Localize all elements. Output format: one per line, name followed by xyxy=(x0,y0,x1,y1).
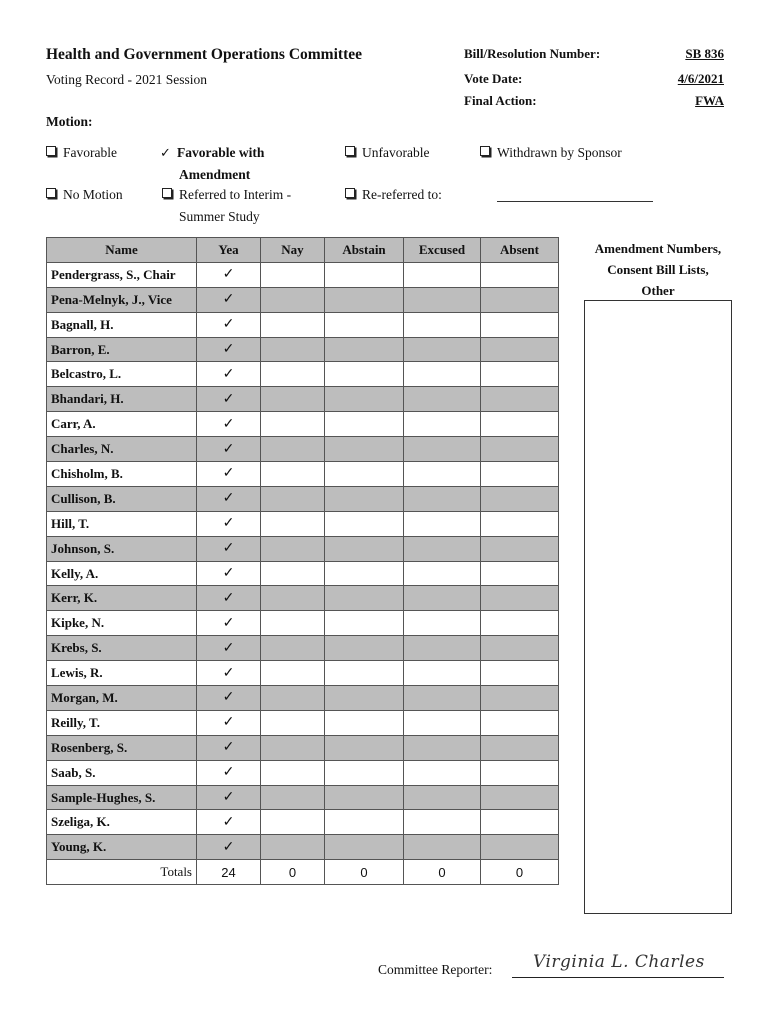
table-row xyxy=(47,760,559,785)
absent-cell xyxy=(481,810,559,835)
member-name: Chisholm, B. xyxy=(47,462,197,487)
yea-check: ✓ xyxy=(197,312,261,337)
total-absent: 0 xyxy=(481,860,559,885)
table-row xyxy=(47,636,559,661)
nay-cell xyxy=(261,785,325,810)
table-row xyxy=(47,337,559,362)
absent-cell xyxy=(481,611,559,636)
nay-cell xyxy=(261,536,325,561)
abstain-cell xyxy=(325,636,404,661)
excused-cell xyxy=(404,362,481,387)
yea-check: ✓ xyxy=(197,785,261,810)
excused-cell xyxy=(404,735,481,760)
excused-cell xyxy=(404,810,481,835)
member-name: Cullison, B. xyxy=(47,486,197,511)
excused-cell xyxy=(404,462,481,487)
abstain-cell xyxy=(325,262,404,287)
nay-cell xyxy=(261,437,325,462)
member-name: Rosenberg, S. xyxy=(47,735,197,760)
excused-cell xyxy=(404,611,481,636)
nay-cell xyxy=(261,337,325,362)
reporter-signature: Virginia L. Charles xyxy=(533,952,705,972)
member-name: Bhandari, H. xyxy=(47,387,197,412)
yea-check: ✓ xyxy=(197,835,261,860)
absent-cell xyxy=(481,387,559,412)
abstain-cell xyxy=(325,810,404,835)
amendment-panel-heading: Amendment Numbers, Consent Bill Lists, Other xyxy=(594,241,722,298)
member-name: Pena-Melnyk, J., Vice xyxy=(47,287,197,312)
abstain-cell xyxy=(325,387,404,412)
yea-check: ✓ xyxy=(197,810,261,835)
motion-rereferred[interactable]: Re-referred to: xyxy=(345,184,442,206)
bill-number-value: SB 836 xyxy=(685,46,724,61)
final-action-label: Final Action: xyxy=(464,93,537,108)
table-row xyxy=(47,287,559,312)
yea-check: ✓ xyxy=(197,661,261,686)
absent-cell xyxy=(481,486,559,511)
column-header-absent: Absent xyxy=(481,238,559,263)
absent-cell xyxy=(481,262,559,287)
amendment-notes-box[interactable] xyxy=(584,300,732,914)
excused-cell xyxy=(404,387,481,412)
table-row xyxy=(47,362,559,387)
absent-cell xyxy=(481,337,559,362)
nay-cell xyxy=(261,362,325,387)
table-row xyxy=(47,511,559,536)
motion-unfavorable[interactable]: Unfavorable xyxy=(345,142,429,164)
yea-check: ✓ xyxy=(197,462,261,487)
committee-title: Health and Government Operations Committee xyxy=(46,46,362,63)
motion-referred-interim[interactable]: Referred to Interim - xyxy=(162,184,291,206)
absent-cell xyxy=(481,835,559,860)
checkbox-icon[interactable] xyxy=(46,188,56,198)
motion-label: Motion: xyxy=(46,114,93,129)
table-row xyxy=(47,561,559,586)
motion-favorable-with-amendment[interactable]: ✓ Favorable with xyxy=(160,142,264,164)
table-row xyxy=(47,661,559,686)
checkbox-icon[interactable] xyxy=(345,188,355,198)
table-row xyxy=(47,262,559,287)
abstain-cell xyxy=(325,710,404,735)
member-name: Johnson, S. xyxy=(47,536,197,561)
yea-check: ✓ xyxy=(197,511,261,536)
absent-cell xyxy=(481,785,559,810)
excused-cell xyxy=(404,636,481,661)
excused-cell xyxy=(404,710,481,735)
member-name: Szeliga, K. xyxy=(47,810,197,835)
signature-line xyxy=(512,977,724,978)
nay-cell xyxy=(261,287,325,312)
total-excused: 0 xyxy=(404,860,481,885)
absent-cell xyxy=(481,661,559,686)
nay-cell xyxy=(261,462,325,487)
abstain-cell xyxy=(325,661,404,686)
column-header-yea: Yea xyxy=(197,238,261,263)
nay-cell xyxy=(261,661,325,686)
checkbox-icon[interactable] xyxy=(162,188,172,198)
total-abstain: 0 xyxy=(325,860,404,885)
nay-cell xyxy=(261,835,325,860)
table-row xyxy=(47,486,559,511)
motion-withdrawn[interactable]: Withdrawn by Sponsor xyxy=(480,142,622,164)
total-nay: 0 xyxy=(261,860,325,885)
abstain-cell xyxy=(325,511,404,536)
member-name: Saab, S. xyxy=(47,760,197,785)
nay-cell xyxy=(261,810,325,835)
yea-check: ✓ xyxy=(197,287,261,312)
member-name: Sample-Hughes, S. xyxy=(47,785,197,810)
member-name: Kerr, K. xyxy=(47,586,197,611)
absent-cell xyxy=(481,636,559,661)
bill-number-label: Bill/Resolution Number: xyxy=(464,46,601,61)
excused-cell xyxy=(404,561,481,586)
table-row xyxy=(47,536,559,561)
yea-check: ✓ xyxy=(197,735,261,760)
abstain-cell xyxy=(325,611,404,636)
excused-cell xyxy=(404,785,481,810)
checkbox-icon[interactable] xyxy=(46,146,56,156)
abstain-cell xyxy=(325,287,404,312)
abstain-cell xyxy=(325,686,404,711)
excused-cell xyxy=(404,312,481,337)
abstain-cell xyxy=(325,536,404,561)
nay-cell xyxy=(261,486,325,511)
yea-check: ✓ xyxy=(197,412,261,437)
absent-cell xyxy=(481,735,559,760)
column-header-name: Name xyxy=(47,238,197,263)
abstain-cell xyxy=(325,785,404,810)
member-name: Kelly, A. xyxy=(47,561,197,586)
excused-cell xyxy=(404,835,481,860)
rereferred-blank-line[interactable] xyxy=(497,201,653,202)
excused-cell xyxy=(404,760,481,785)
member-name: Lewis, R. xyxy=(47,661,197,686)
excused-cell xyxy=(404,262,481,287)
nay-cell xyxy=(261,387,325,412)
nay-cell xyxy=(261,312,325,337)
abstain-cell xyxy=(325,561,404,586)
member-name: Barron, E. xyxy=(47,337,197,362)
yea-check: ✓ xyxy=(197,611,261,636)
member-name: Morgan, M. xyxy=(47,686,197,711)
nay-cell xyxy=(261,262,325,287)
nay-cell xyxy=(261,561,325,586)
absent-cell xyxy=(481,511,559,536)
yea-check: ✓ xyxy=(197,536,261,561)
yea-check: ✓ xyxy=(197,362,261,387)
member-name: Carr, A. xyxy=(47,412,197,437)
checkbox-icon[interactable] xyxy=(345,146,355,156)
table-row xyxy=(47,312,559,337)
yea-check: ✓ xyxy=(197,561,261,586)
vote-date-value: 4/6/2021 xyxy=(677,71,724,86)
excused-cell xyxy=(404,486,481,511)
abstain-cell xyxy=(325,312,404,337)
excused-cell xyxy=(404,686,481,711)
nay-cell xyxy=(261,710,325,735)
table-row xyxy=(47,462,559,487)
abstain-cell xyxy=(325,337,404,362)
nay-cell xyxy=(261,511,325,536)
column-header-excused: Excused xyxy=(404,238,481,263)
abstain-cell xyxy=(325,437,404,462)
table-row xyxy=(47,437,559,462)
absent-cell xyxy=(481,536,559,561)
motion-no-motion[interactable]: No Motion xyxy=(46,184,123,206)
table-row xyxy=(47,735,559,760)
absent-cell xyxy=(481,686,559,711)
totals-label: Totals xyxy=(47,860,197,885)
absent-cell xyxy=(481,412,559,437)
excused-cell xyxy=(404,287,481,312)
table-row xyxy=(47,785,559,810)
absent-cell xyxy=(481,287,559,312)
excused-cell xyxy=(404,586,481,611)
excused-cell xyxy=(404,412,481,437)
yea-check: ✓ xyxy=(197,686,261,711)
yea-check: ✓ xyxy=(197,760,261,785)
yea-check: ✓ xyxy=(197,486,261,511)
member-name: Pendergrass, S., Chair xyxy=(47,262,197,287)
table-row xyxy=(47,412,559,437)
yea-check: ✓ xyxy=(197,586,261,611)
table-row xyxy=(47,686,559,711)
column-header-nay: Nay xyxy=(261,238,325,263)
member-name: Krebs, S. xyxy=(47,636,197,661)
abstain-cell xyxy=(325,760,404,785)
vote-date-label: Vote Date: xyxy=(464,71,523,86)
nay-cell xyxy=(261,412,325,437)
member-name: Young, K. xyxy=(47,835,197,860)
member-name: Hill, T. xyxy=(47,511,197,536)
total-yea: 24 xyxy=(197,860,261,885)
member-name: Bagnall, H. xyxy=(47,312,197,337)
absent-cell xyxy=(481,760,559,785)
session-subtitle: Voting Record - 2021 Session xyxy=(46,72,207,87)
nay-cell xyxy=(261,735,325,760)
nay-cell xyxy=(261,760,325,785)
table-row xyxy=(47,710,559,735)
committee-reporter-label: Committee Reporter: xyxy=(378,962,493,977)
excused-cell xyxy=(404,337,481,362)
table-row xyxy=(47,387,559,412)
abstain-cell xyxy=(325,586,404,611)
table-row xyxy=(47,810,559,835)
voting-table xyxy=(46,237,559,885)
final-action-value: FWA xyxy=(695,93,724,108)
abstain-cell xyxy=(325,462,404,487)
member-name: Reilly, T. xyxy=(47,710,197,735)
absent-cell xyxy=(481,312,559,337)
member-name: Charles, N. xyxy=(47,437,197,462)
checkmark-icon: ✓ xyxy=(160,145,171,160)
member-name: Belcastro, L. xyxy=(47,362,197,387)
absent-cell xyxy=(481,710,559,735)
motion-interim-line2: Summer Study xyxy=(179,209,260,224)
nay-cell xyxy=(261,586,325,611)
abstain-cell xyxy=(325,835,404,860)
checkbox-icon[interactable] xyxy=(480,146,490,156)
table-row xyxy=(47,586,559,611)
nay-cell xyxy=(261,636,325,661)
totals-row xyxy=(47,860,559,885)
excused-cell xyxy=(404,661,481,686)
motion-favorable[interactable]: Favorable xyxy=(46,142,117,164)
yea-check: ✓ xyxy=(197,636,261,661)
absent-cell xyxy=(481,561,559,586)
motion-fwa-line2: Amendment xyxy=(179,167,251,182)
nay-cell xyxy=(261,686,325,711)
yea-check: ✓ xyxy=(197,262,261,287)
excused-cell xyxy=(404,437,481,462)
abstain-cell xyxy=(325,486,404,511)
absent-cell xyxy=(481,362,559,387)
table-row xyxy=(47,835,559,860)
abstain-cell xyxy=(325,412,404,437)
absent-cell xyxy=(481,586,559,611)
column-header-abstain: Abstain xyxy=(325,238,404,263)
table-row xyxy=(47,611,559,636)
absent-cell xyxy=(481,437,559,462)
table-header-row xyxy=(47,238,559,263)
yea-check: ✓ xyxy=(197,710,261,735)
nay-cell xyxy=(261,611,325,636)
excused-cell xyxy=(404,536,481,561)
member-name: Kipke, N. xyxy=(47,611,197,636)
abstain-cell xyxy=(325,362,404,387)
yea-check: ✓ xyxy=(197,337,261,362)
yea-check: ✓ xyxy=(197,437,261,462)
absent-cell xyxy=(481,462,559,487)
yea-check: ✓ xyxy=(197,387,261,412)
excused-cell xyxy=(404,511,481,536)
abstain-cell xyxy=(325,735,404,760)
